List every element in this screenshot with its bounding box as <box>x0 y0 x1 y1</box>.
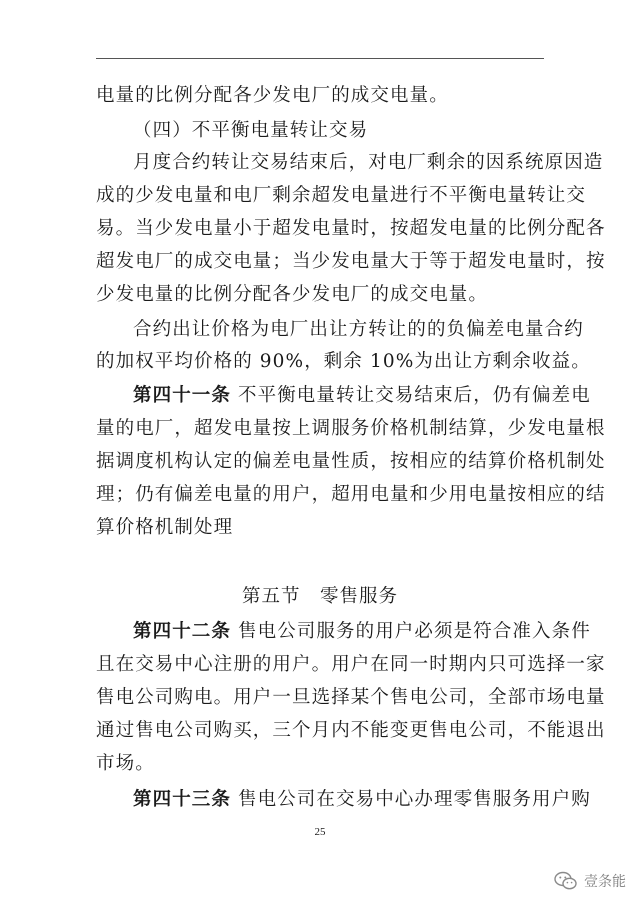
section-heading: 第五节 零售服务 <box>241 586 398 607</box>
text-line: 易。当少发电量小于超发电量时，按超发电量的比例分配各 <box>96 218 606 239</box>
article-41-first-line <box>133 384 591 408</box>
text-line: 理；仍有偏差电量的用户，超用电量和少用电量按相应的结 <box>96 484 606 505</box>
header-rule <box>96 58 544 59</box>
article-43-text: 售电公司在交易中心办理零售服务用户购 <box>238 789 591 810</box>
text-line: 电量的比例分配各少发电厂的成交电量。 <box>96 85 449 106</box>
text-line: 据调度机构认定的偏差电量性质，按相应的结算价格机制处 <box>96 451 606 472</box>
article-42-first-line <box>133 620 591 644</box>
subsection-heading: （四）不平衡电量转让交易 <box>133 120 369 141</box>
article-43-title: 第四十三条 <box>133 789 232 810</box>
page-number: 25 <box>314 826 326 838</box>
text-line: 月度合约转让交易结束后，对电厂剩余的因系统原因造 <box>133 152 604 173</box>
article-42-title: 第四十二条 <box>133 621 232 642</box>
text-line: 的加权平均价格的 90%，剩余 10%为出让方剩余收益。 <box>96 351 591 372</box>
wechat-icon <box>554 871 578 891</box>
watermark-text: 壹条能 <box>584 874 626 890</box>
text-line: 且在交易中心注册的用户。用户在同一时期内只可选择一家 <box>96 654 606 675</box>
article-41-text: 不平衡电量转让交易结束后，仍有偏差电 <box>238 385 591 406</box>
text-line: 售电公司购电。用户一旦选择某个售电公司，全部市场电量 <box>96 687 606 708</box>
text-line: 算价格机制处理 <box>96 517 234 538</box>
article-42-text: 售电公司服务的用户必须是符合准入条件 <box>238 621 591 642</box>
text-line: 市场。 <box>96 753 155 774</box>
article-41-title: 第四十一条 <box>133 385 232 406</box>
text-line: 合约出让价格为电厂出让方转让的的负偏差电量合约 <box>133 319 584 340</box>
text-line: 量的电厂，超发电量按上调服务价格机制结算，少发电量根 <box>96 418 606 439</box>
text-line: 少发电量的比例分配各少发电厂的成交电量。 <box>96 284 489 305</box>
text-line: 成的少发电量和电厂剩余超发电量进行不平衡电量转让交 <box>96 185 587 206</box>
text-line: 通过售电公司购买，三个月内不能变更售电公司，不能退出 <box>96 720 606 741</box>
article-43-first-line <box>133 788 591 812</box>
watermark <box>554 868 626 894</box>
text-line: 超发电厂的成交电量；当少发电量大于等于超发电量时，按 <box>96 251 606 272</box>
